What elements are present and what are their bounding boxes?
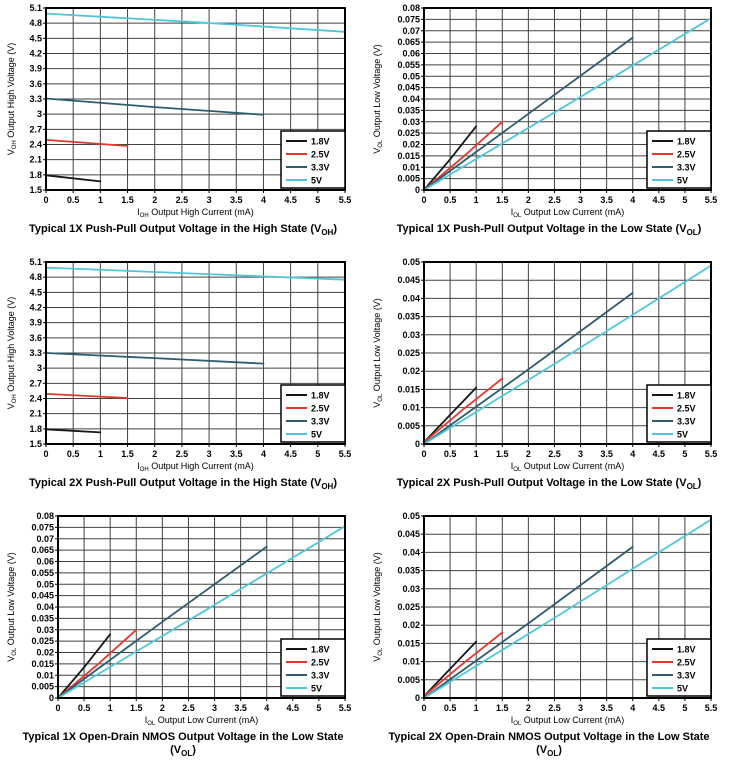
- legend-label-5V: 5V: [311, 175, 323, 186]
- x-axis-label: $I_{OL}$ Output Low Current (mA): [510, 207, 625, 219]
- svg-text:0.08: 0.08: [402, 3, 420, 13]
- svg-text:3.5: 3.5: [234, 703, 247, 713]
- svg-text:3.3: 3.3: [29, 94, 42, 104]
- svg-text:3.6: 3.6: [29, 78, 42, 89]
- svg-text:0.01: 0.01: [402, 402, 420, 413]
- chart-caption: Typical 1X Open-Drain NMOS Output Voltage in the Low State $(V_{OL})$: [22, 731, 344, 759]
- svg-text:0.04: 0.04: [402, 547, 420, 558]
- svg-text:5: 5: [315, 195, 321, 205]
- svg-text:4: 4: [630, 703, 636, 713]
- svg-text:0: 0: [421, 449, 427, 459]
- chart-caption: Typical 2X Push-Pull Output Voltage in the High State $(V_{OH})$: [28, 477, 337, 492]
- legend-label-1.8V: 1.8V: [311, 136, 330, 147]
- svg-text:0.5: 0.5: [66, 195, 80, 205]
- svg-text:0.01: 0.01: [402, 656, 420, 667]
- svg-text:2.7: 2.7: [29, 124, 42, 135]
- svg-text:3.5: 3.5: [600, 703, 613, 713]
- svg-text:2.5: 2.5: [175, 449, 189, 459]
- legend-label-3.3V: 3.3V: [311, 162, 330, 173]
- chart-caption: Typical 2X Push-Pull Output Voltage in the Low State $(V_{OL})$: [396, 477, 702, 492]
- svg-text:0.005: 0.005: [397, 420, 420, 431]
- y-axis-label: [372, 298, 384, 408]
- svg-text:1.5: 1.5: [496, 195, 509, 205]
- svg-text:0: 0: [48, 693, 54, 703]
- svg-text:4: 4: [630, 195, 636, 205]
- svg-text:1.5: 1.5: [496, 449, 509, 459]
- svg-text:0.075: 0.075: [31, 522, 54, 533]
- svg-text:0: 0: [55, 703, 61, 713]
- svg-text:4.5: 4.5: [652, 449, 666, 459]
- legend: [647, 131, 711, 188]
- svg-text:0.035: 0.035: [31, 613, 54, 624]
- legend-label-5V: 5V: [677, 175, 689, 186]
- svg-text:VOL Output Low Voltage (V): $V_{OL}$ Output Low Voltage (V): [6, 552, 18, 662]
- legend: [281, 385, 345, 442]
- x-axis-label: $I_{OL}$ Output Low Current (mA): [510, 715, 625, 727]
- svg-text:1: 1: [473, 195, 479, 205]
- legend-label-3.3V: 3.3V: [677, 416, 696, 427]
- svg-text:0.02: 0.02: [402, 139, 420, 150]
- svg-text:0.055: 0.055: [397, 59, 420, 70]
- svg-text:4.8: 4.8: [29, 272, 42, 283]
- chart-cell-1x-pushpull-voh: [0, 0, 366, 254]
- svg-text:0.025: 0.025: [397, 348, 420, 358]
- svg-text:4: 4: [630, 449, 636, 459]
- svg-text:2: 2: [152, 449, 158, 459]
- line-chart-1x-pushpull-vol: [366, 0, 732, 222]
- svg-text:3: 3: [578, 703, 584, 713]
- legend-label-1.8V: 1.8V: [311, 644, 330, 655]
- svg-text:0.005: 0.005: [397, 173, 420, 184]
- svg-text:3: 3: [36, 109, 42, 120]
- svg-text:0.5: 0.5: [443, 195, 457, 205]
- svg-text:VOL Output Low Voltage (V): $V_{OL}$ Output Low Voltage (V): [372, 552, 384, 662]
- svg-text:0.07: 0.07: [36, 533, 54, 544]
- x-axis-label: $I_{OL}$ Output Low Current (mA): [144, 715, 259, 727]
- svg-text:2.5: 2.5: [548, 449, 561, 459]
- svg-text:0.5: 0.5: [66, 449, 80, 459]
- svg-text:1: 1: [97, 449, 103, 459]
- svg-text:0: 0: [414, 185, 420, 195]
- chart-cell-1x-pushpull-vol: [366, 0, 732, 254]
- svg-text:VOL Output Low Voltage (V): $V_{OL}$ Output Low Voltage (V): [372, 44, 384, 154]
- svg-text:3.5: 3.5: [600, 195, 613, 205]
- legend-label-3.3V: 3.3V: [677, 670, 696, 681]
- series-line-2.5V: [46, 394, 128, 398]
- svg-text:0.015: 0.015: [397, 384, 420, 395]
- svg-text:5.5: 5.5: [338, 195, 352, 205]
- legend-label-2.5V: 2.5V: [311, 657, 330, 668]
- svg-text:5.5: 5.5: [338, 703, 352, 713]
- svg-text:5.5: 5.5: [704, 195, 718, 205]
- svg-text:1.5: 1.5: [29, 185, 42, 195]
- svg-text:1: 1: [473, 703, 479, 713]
- svg-text:0.01: 0.01: [36, 670, 54, 681]
- legend-label-5V: 5V: [677, 429, 689, 440]
- y-axis-label: [6, 297, 18, 410]
- svg-text:0.02: 0.02: [36, 647, 54, 658]
- svg-text:3.3: 3.3: [29, 348, 42, 358]
- svg-text:0: 0: [43, 449, 49, 459]
- svg-text:2: 2: [525, 703, 531, 713]
- svg-text:4.5: 4.5: [286, 703, 300, 713]
- svg-text:0: 0: [43, 195, 49, 205]
- svg-text:5.1: 5.1: [29, 3, 42, 13]
- svg-text:5.5: 5.5: [704, 703, 718, 713]
- legend-label-1.8V: 1.8V: [311, 390, 330, 401]
- x-axis-label: $I_{OH}$ Output High Current (mA): [137, 461, 254, 473]
- chart-caption: Typical 1X Push-Pull Output Voltage in the High State $(V_{OH})$: [28, 223, 337, 238]
- svg-text:4.5: 4.5: [29, 287, 42, 298]
- legend: [281, 639, 345, 696]
- svg-text:3: 3: [212, 703, 218, 713]
- legend-label-2.5V: 2.5V: [311, 149, 330, 160]
- legend-label-3.3V: 3.3V: [311, 670, 330, 681]
- series-line-2.5V: [424, 379, 502, 443]
- chart-caption: Typical 1X Push-Pull Output Voltage in the Low State $(V_{OL})$: [396, 223, 702, 238]
- svg-text:4.2: 4.2: [29, 48, 42, 59]
- series-line-2.5V: [46, 140, 128, 146]
- svg-text:0.035: 0.035: [397, 565, 420, 576]
- svg-text:3.5: 3.5: [230, 449, 243, 459]
- svg-text:4.5: 4.5: [652, 703, 666, 713]
- svg-text:0.045: 0.045: [397, 529, 420, 540]
- svg-text:3.9: 3.9: [29, 317, 42, 328]
- y-axis-label: [372, 44, 384, 154]
- svg-text:0.015: 0.015: [397, 150, 420, 161]
- svg-text:1: 1: [97, 195, 103, 205]
- legend: [647, 385, 711, 442]
- chart-caption: Typical 2X Open-Drain NMOS Output Voltage in the Low State $(V_{OL})$: [388, 731, 710, 759]
- svg-text:0.03: 0.03: [402, 116, 420, 127]
- svg-text:0: 0: [421, 195, 427, 205]
- svg-text:VOL Output Low Voltage (V): $V_{OL}$ Output Low Voltage (V): [372, 298, 384, 408]
- svg-text:0.065: 0.065: [31, 545, 54, 556]
- svg-text:3: 3: [206, 449, 212, 459]
- svg-text:0: 0: [414, 693, 420, 703]
- legend-label-2.5V: 2.5V: [677, 403, 696, 414]
- svg-text:2.5: 2.5: [548, 195, 561, 205]
- svg-text:3.6: 3.6: [29, 332, 42, 343]
- svg-text:0.025: 0.025: [31, 636, 54, 647]
- svg-text:0.04: 0.04: [402, 293, 420, 304]
- svg-text:3.9: 3.9: [29, 63, 42, 74]
- svg-text:0.045: 0.045: [397, 275, 420, 286]
- svg-text:0.05: 0.05: [402, 257, 420, 267]
- svg-text:2.1: 2.1: [29, 408, 42, 419]
- svg-text:4.5: 4.5: [284, 195, 297, 205]
- svg-text:0.045: 0.045: [31, 590, 54, 601]
- legend-label-1.8V: 1.8V: [677, 136, 696, 147]
- svg-text:0.065: 0.065: [397, 37, 420, 48]
- svg-text:3: 3: [36, 363, 42, 374]
- svg-text:0.08: 0.08: [36, 511, 54, 521]
- legend-label-5V: 5V: [311, 683, 323, 694]
- svg-text:1.8: 1.8: [29, 169, 42, 180]
- svg-text:1.5: 1.5: [496, 703, 509, 713]
- svg-text:0.025: 0.025: [397, 128, 420, 139]
- chart-cell-2x-pushpull-voh: [0, 254, 366, 508]
- x-axis-label: $I_{OH}$ Output High Current (mA): [137, 207, 254, 219]
- svg-text:0.075: 0.075: [397, 14, 420, 25]
- svg-text:0.06: 0.06: [36, 556, 54, 567]
- svg-text:2.7: 2.7: [29, 378, 42, 389]
- svg-text:2.1: 2.1: [29, 154, 42, 165]
- svg-text:0.04: 0.04: [402, 94, 420, 104]
- x-axis-label: $I_{OL}$ Output Low Current (mA): [510, 461, 625, 473]
- svg-text:3: 3: [206, 195, 212, 205]
- svg-text:0.02: 0.02: [402, 620, 420, 631]
- svg-text:5: 5: [682, 703, 688, 713]
- legend: [281, 131, 345, 188]
- svg-text:4.5: 4.5: [29, 33, 42, 44]
- svg-text:4.8: 4.8: [29, 18, 42, 29]
- svg-text:0.025: 0.025: [397, 602, 420, 612]
- svg-text:1: 1: [473, 449, 479, 459]
- svg-text:0.04: 0.04: [36, 602, 54, 612]
- svg-text:0.035: 0.035: [397, 105, 420, 116]
- svg-text:3: 3: [578, 195, 584, 205]
- svg-text:4: 4: [260, 449, 266, 459]
- line-chart-1x-pushpull-voh: [0, 0, 366, 222]
- svg-text:2: 2: [525, 195, 531, 205]
- svg-text:0.055: 0.055: [31, 567, 54, 578]
- svg-text:2: 2: [159, 703, 165, 713]
- line-chart-1x-opendrain-vol: [0, 508, 366, 730]
- svg-text:4.5: 4.5: [652, 195, 666, 205]
- svg-text:0.005: 0.005: [397, 674, 420, 685]
- legend-label-2.5V: 2.5V: [677, 657, 696, 668]
- svg-text:1.8: 1.8: [29, 423, 42, 434]
- svg-text:0: 0: [414, 439, 420, 449]
- svg-text:5: 5: [682, 449, 688, 459]
- svg-text:5: 5: [316, 703, 322, 713]
- svg-text:4: 4: [264, 703, 270, 713]
- svg-text:4: 4: [260, 195, 266, 205]
- svg-text:0.05: 0.05: [36, 579, 54, 590]
- svg-text:0.05: 0.05: [402, 71, 420, 82]
- svg-text:0.5: 0.5: [443, 449, 457, 459]
- series-line-2.5V: [424, 633, 502, 697]
- svg-text:0.5: 0.5: [443, 703, 457, 713]
- svg-text:2: 2: [525, 449, 531, 459]
- svg-text:3.5: 3.5: [230, 195, 243, 205]
- legend-label-2.5V: 2.5V: [677, 149, 696, 160]
- legend-label-5V: 5V: [311, 429, 323, 440]
- svg-text:2.4: 2.4: [29, 139, 42, 150]
- svg-text:5: 5: [682, 195, 688, 205]
- y-axis-label: [372, 552, 384, 662]
- svg-text:3.5: 3.5: [600, 449, 613, 459]
- legend-label-3.3V: 3.3V: [311, 416, 330, 427]
- y-axis-label: [6, 43, 18, 156]
- svg-text:1.5: 1.5: [121, 449, 134, 459]
- line-chart-2x-pushpull-voh: [0, 254, 366, 476]
- svg-text:0.035: 0.035: [397, 311, 420, 322]
- line-chart-2x-opendrain-vol: [366, 508, 732, 730]
- svg-text:VOH Output High Voltage (V): $V_{OH}$ Output High Voltage (V): [6, 42, 18, 156]
- svg-text:2.5: 2.5: [548, 703, 561, 713]
- svg-text:3: 3: [578, 449, 584, 459]
- series-line-5V: [46, 268, 345, 280]
- svg-text:0: 0: [421, 703, 427, 713]
- svg-text:0.03: 0.03: [402, 583, 420, 594]
- svg-text:4.2: 4.2: [29, 302, 42, 313]
- legend-label-5V: 5V: [677, 683, 689, 694]
- svg-text:0.5: 0.5: [77, 703, 91, 713]
- svg-text:4.5: 4.5: [284, 449, 297, 459]
- svg-text:0.07: 0.07: [402, 25, 420, 36]
- svg-text:5.1: 5.1: [29, 257, 42, 267]
- svg-text:1.5: 1.5: [130, 703, 143, 713]
- legend-label-1.8V: 1.8V: [677, 390, 696, 401]
- svg-text:2.5: 2.5: [182, 703, 195, 713]
- legend-label-3.3V: 3.3V: [677, 162, 696, 173]
- svg-text:0.05: 0.05: [402, 511, 420, 521]
- svg-text:0.015: 0.015: [397, 638, 420, 649]
- y-axis-label: [6, 552, 18, 662]
- svg-text:0.005: 0.005: [31, 681, 54, 692]
- svg-text:1: 1: [107, 703, 113, 713]
- svg-text:1.5: 1.5: [29, 439, 42, 449]
- chart-cell-1x-opendrain-vol: [0, 508, 366, 762]
- svg-text:5: 5: [315, 449, 321, 459]
- svg-text:0.015: 0.015: [31, 658, 54, 669]
- line-chart-2x-pushpull-vol: [366, 254, 732, 476]
- svg-text:1.5: 1.5: [121, 195, 134, 205]
- svg-text:5.5: 5.5: [704, 449, 718, 459]
- svg-text:0.03: 0.03: [402, 329, 420, 340]
- svg-text:0.01: 0.01: [402, 162, 420, 173]
- chart-cell-2x-pushpull-vol: [366, 254, 732, 508]
- svg-text:2.4: 2.4: [29, 393, 42, 404]
- svg-text:0.045: 0.045: [397, 82, 420, 93]
- svg-text:0.02: 0.02: [402, 366, 420, 377]
- legend-label-1.8V: 1.8V: [677, 644, 696, 655]
- legend: [647, 639, 711, 696]
- svg-text:VOH Output High Voltage (V): $V_{OH}$ Output High Voltage (V): [6, 296, 18, 410]
- svg-text:5.5: 5.5: [338, 449, 352, 459]
- svg-text:0.06: 0.06: [402, 48, 420, 59]
- legend-label-2.5V: 2.5V: [311, 403, 330, 414]
- chart-cell-2x-opendrain-vol: [366, 508, 732, 762]
- svg-text:2.5: 2.5: [175, 195, 189, 205]
- svg-text:2: 2: [152, 195, 158, 205]
- svg-text:0.03: 0.03: [36, 624, 54, 635]
